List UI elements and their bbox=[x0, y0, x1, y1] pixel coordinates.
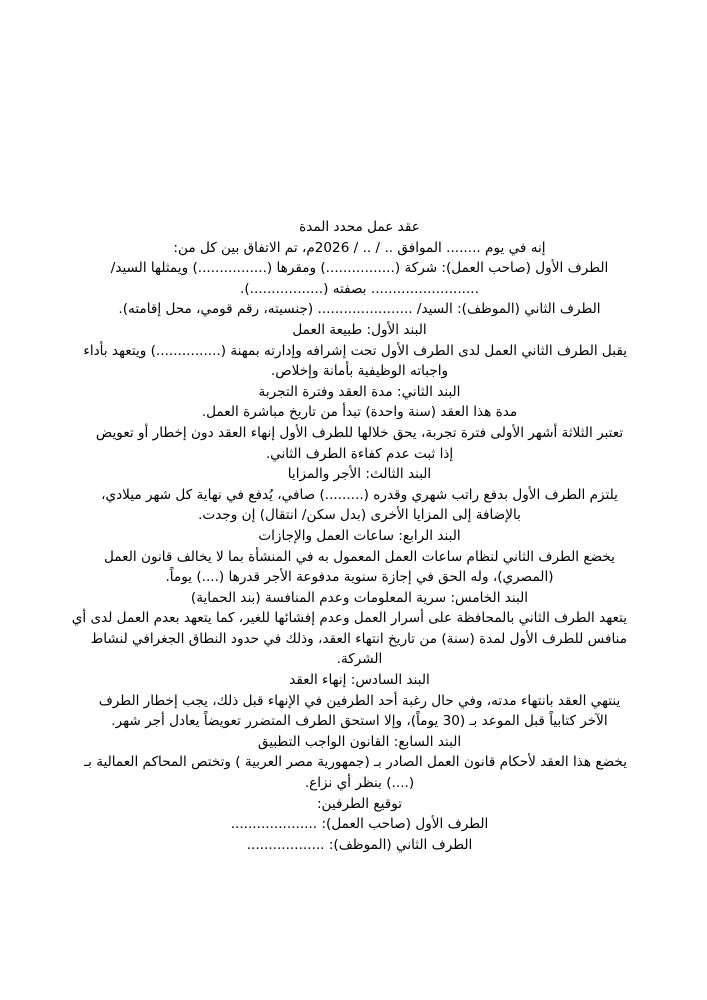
contract-body bbox=[71, 217, 627, 855]
clause-7-line-2: (....) بنظر أي نزاع. bbox=[304, 775, 415, 792]
clause-6-line-2: الآخر كتابياً قبل الموعد بـ (30 يوماً)، وإلا استحق الطرف المتضرر تعويضاً يعادل أجر شهر. bbox=[111, 713, 608, 730]
clause-5-title: البند الخامس: سرية المعلومات وعدم المنافسة (بند الحماية) bbox=[190, 589, 529, 606]
first-party-line-1: الطرف الأول (صاحب العمل): شركة (................) ومقرها (................) ويمثلها السيد/ bbox=[110, 260, 609, 277]
clause-2-line-1: مدة هذا العقد (سنة واحدة) تبدأ من تاريخ مباشرة العمل. bbox=[201, 404, 518, 421]
clause-2-line-3: إذا ثبت عدم كفاءة الطرف الثاني. bbox=[265, 445, 454, 462]
clause-1-line-1: يقبل الطرف الثاني العمل لدى الطرف الأول تحت إشرافه وإدارته بمهنة (...............) ويتعهد بأداء bbox=[83, 342, 627, 359]
clause-5-line-1: يتعهد الطرف الثاني بالمحافظة على أسرار العمل وعدم إفشائها للغير، كما يتعهد بعدم العمل لدى أي bbox=[71, 610, 627, 627]
contract-intro: إنه في يوم ........ الموافق .. / .. / 2026م، تم الاتفاق بين كل من: bbox=[173, 239, 546, 256]
clause-2-line-2: تعتبر الثلاثة أشهر الأولى فترة تجربة، يحق خلالها للطرف الأول إنهاء العقد دون إخطار أو تعويض bbox=[95, 424, 624, 441]
clause-4-title: البند الرابع: ساعات العمل والإجازات bbox=[258, 527, 461, 544]
clause-2-title: البند الثاني: مدة العقد وفترة التجربة bbox=[258, 383, 461, 400]
clause-4-line-2: (المصري)، وله الحق في إجازة سنوية مدفوعة الأجر قدرها (....) يوماً. bbox=[165, 569, 554, 586]
clause-3-line-1: يلتزم الطرف الأول بدفع راتب شهري وقدره (.........) صافي، يُدفع في نهاية كل شهر ميلادي، bbox=[101, 486, 618, 503]
clause-3-line-2: بالإضافة إلى المزايا الأخرى (بدل سكن/ انتقال) إن وجدت. bbox=[198, 507, 521, 524]
signature-second-party: الطرف الثاني (الموظف): .................. bbox=[246, 836, 473, 853]
second-party-line: الطرف الثاني (الموظف): السيد/ ...................... (جنسيته، رقم قومي، محل إقامته). bbox=[118, 301, 601, 318]
clause-7-line-1: يخضع هذا العقد لأحكام قانون العمل الصادر بـ (جمهورية مصر العربية ) وتختص المحاكم العمالية بـ bbox=[84, 754, 627, 771]
first-party-line-2: ......................... بصفته (.................). bbox=[240, 280, 479, 297]
clause-6-line-1: ينتهي العقد بانتهاء مدته، وفي حال رغبة أحد الطرفين في الإنهاء قبل ذلك، يجب إخطار الطرف bbox=[98, 692, 621, 709]
clause-1-line-2: واجباته الوظيفية بأمانة وإخلاص. bbox=[270, 363, 449, 380]
signature-first-party: الطرف الأول (صاحب العمل): .................... bbox=[230, 816, 489, 833]
clause-5-line-2: منافس للطرف الأول لمدة (سنة) من تاريخ انتهاء العقد، وذلك في حدود النطاق الجغرافي لنشاط bbox=[90, 630, 627, 647]
clause-4-line-1: يخضع الطرف الثاني لنظام ساعات العمل المعمول به في المنشأة بما لا يخالف قانون العمل bbox=[104, 548, 615, 565]
signatures-title: توقيع الطرفين: bbox=[316, 795, 403, 812]
clause-7-title: البند السابع: القانون الواجب التطبيق bbox=[257, 733, 462, 750]
clause-3-title: البند الثالث: الأجر والمزايا bbox=[287, 466, 432, 483]
clause-1-title: البند الأول: طبيعة العمل bbox=[292, 321, 427, 338]
clause-6-title: البند السادس: إنهاء العقد bbox=[289, 672, 430, 689]
contract-title: عقد عمل محدد المدة bbox=[299, 219, 420, 235]
clause-5-line-3: الشركة. bbox=[336, 651, 383, 668]
